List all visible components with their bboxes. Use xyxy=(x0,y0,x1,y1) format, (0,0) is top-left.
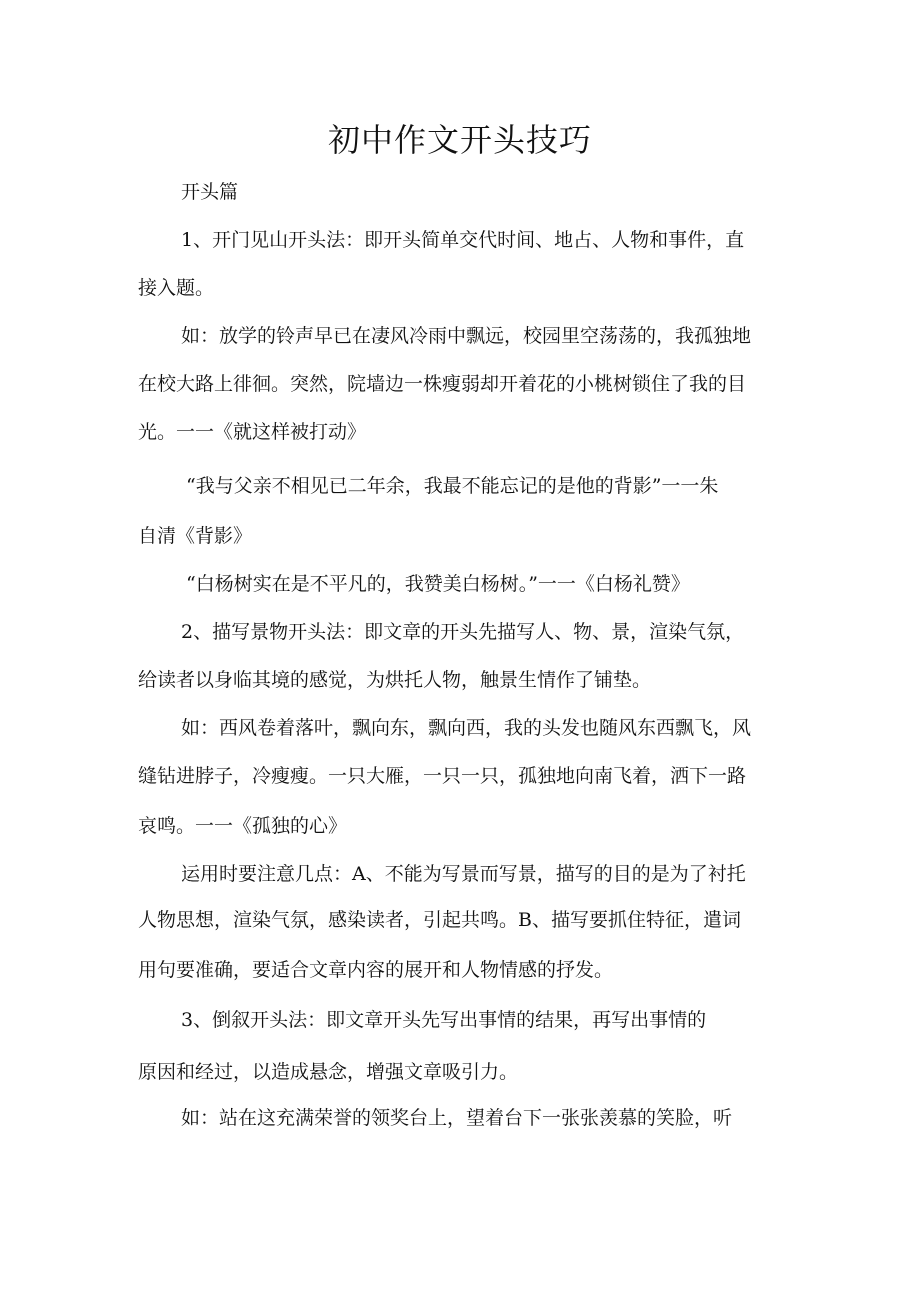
paragraph-line: 如：放学的铃声早已在凄风冷雨中飘远，校园里空荡荡的，我孤独地 xyxy=(181,325,752,347)
paragraph-line: “白杨树实在是不平凡的，我赞美白杨树。”一一《白杨礼赞》 xyxy=(186,573,690,595)
paragraph-line: 光。一一《就这样被打动》 xyxy=(138,421,367,443)
paragraph-line: 2、描写景物开头法：即文章的开头先描写人、物、景，渲染气氛， xyxy=(181,621,745,643)
document-title: 初中作文开头技巧 xyxy=(327,121,592,159)
paragraph-line: 哀鸣。一一《孤独的心》 xyxy=(138,815,348,837)
paragraph-line: 运用时要注意几点：A、不能为写景而写景，描写的目的是为了衬托 xyxy=(181,863,746,885)
paragraph-line: 自清《背影》 xyxy=(138,525,253,547)
paragraph-line: “我与父亲不相见已二年余，我最不能忘记的是他的背影”一一朱 xyxy=(186,475,719,497)
paragraph-line: 原因和经过，以造成悬念，增强文章吸引力。 xyxy=(138,1061,519,1083)
paragraph-line: 如：西风卷着落叶，飘向东，飘向西，我的头发也随风东西飘飞，风 xyxy=(181,717,752,739)
paragraph-line: 在校大路上徘徊。突然，院墙边一株瘦弱却开着花的小桃树锁住了我的目 xyxy=(138,373,747,395)
paragraph-line: 1、开门见山开头法：即开头简单交代时间、地占、人物和事件，直 xyxy=(181,229,745,251)
paragraph-line: 3、倒叙开头法：即文章开头先写出事情的结果，再写出事情的 xyxy=(181,1009,707,1031)
paragraph-line: 人物思想，渲染气氛，感染读者，引起共鸣。B、描写要抓住特征，遣词 xyxy=(138,909,741,931)
paragraph-line: 接入题。 xyxy=(138,277,215,299)
paragraph-line: 用句要准确，要适合文章内容的展开和人物情感的抒发。 xyxy=(138,959,614,981)
paragraph-line: 如：站在这充满荣誉的领奖台上，望着台下一张张羡慕的笑脸，听 xyxy=(181,1107,733,1129)
paragraph-line: 缝钻进脖子，冷瘦瘦。一只大雁，一只一只，孤独地向南飞着，洒下一路 xyxy=(138,765,747,787)
section-heading: 开头篇 xyxy=(181,181,239,203)
paragraph-line: 给读者以身临其境的感觉，为烘托人物，触景生情作了铺垫。 xyxy=(138,669,652,691)
